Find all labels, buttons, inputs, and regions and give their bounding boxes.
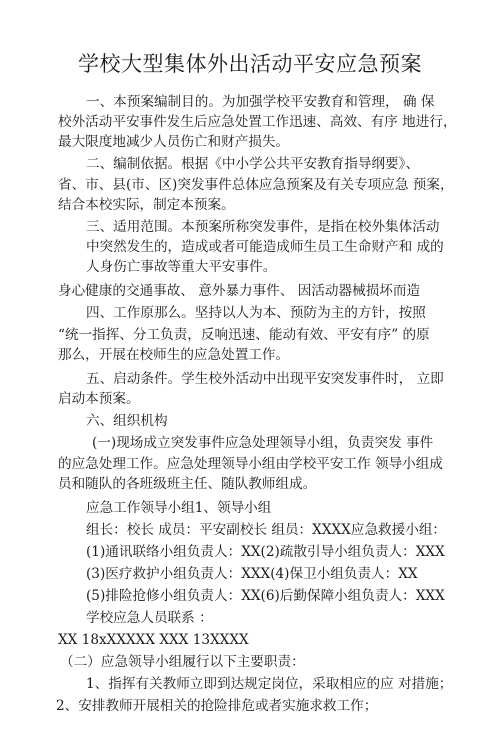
paragraph-line: 学校应急人员联系 ： [86,610,213,626]
paragraph-line: 一、本预案编制目的。为加强学校平安教育和管理， 确 保 [86,94,435,110]
paragraph-line: 二、编制依据。根据《中小学公共平安教育指导纲要》、 [86,156,420,172]
paragraph-line: (1)通讯联络小组负责人：XX(2)疏散引导小组负责人：XXX [86,544,445,560]
paragraph-line: 人身伤亡事故等重大平安事件。 [86,259,277,275]
paragraph-line: 中突然发生的，造成或者可能造成师生员工生命财产和 成的 [86,239,444,255]
paragraph-line: 那么，开展在校师生的应急处置工作。 [58,347,290,363]
paragraph-line: 结合本校实际，制定本预案。 [58,197,235,213]
paragraph-line: (3)医疗救护小组负责人：XXX(4)保卫小组负责人：XX [86,566,418,582]
paragraph-line: (5)排险抢修小组负责人：XX(6)后勤保障小组负责人：XXX [86,588,445,604]
section-heading: （二）应急领导小组履行以下主要职责： [60,654,305,670]
paragraph-line: XX 18xXXXXX XXX 13XXXX [58,632,249,648]
document-title: 学校大型集体外出活动平安应急预案 [78,52,422,76]
paragraph-line: 身心健康的交通事故、 意外暴力事件、 因活动器械损坏而造 [58,283,421,299]
paragraph-line: “统一指挥、分工负责，反响迅速、能动有效、平安有序” 的原 [58,327,430,343]
section-heading: 六、组织机构 [86,413,168,429]
paragraph-line: 启动本预案。 [58,391,140,407]
paragraph-line: 2、安排教师开展相关的抢险排危或者实施求救工作； [56,698,378,714]
paragraph-line: 四、工作原那么。坚持以人为本、预防为主的方针，按照 [86,305,426,321]
paragraph-line: 校外活动平安事件发生后应急处置工作迅速、高效、有序 地进行， [58,114,457,130]
paragraph-line: 省、市、县(市、区)突发事件总体应急预案及有关专项应急 预案， [58,177,454,193]
paragraph-line: 1、指挥有关教师立即到达规定岗位，采取相应的应 对措施； [86,676,453,692]
paragraph-line: 最大限度地减少人员伤亡和财产损失。 [58,134,290,150]
paragraph-line: 三、适用范围。本预案所称突发事件，是指在校外集体活动 [86,219,440,235]
paragraph-line: 五、启动条件。学生校外活动中出现平安突发事件时， 立即 [86,371,444,387]
paragraph-line: (一)现场成立突发事件应急处理领导小组，负责突发 事件 [92,435,434,451]
paragraph-line: 组长：校长 成员：平安副校长 组员：XXXX应急救援小组： [86,522,447,538]
paragraph-line: 员和随队的各班级班主任、随队教师组成。 [58,476,317,492]
paragraph-line: 的应急处理工作。应急处理领导小组由学校平安工作 领导小组成 [58,456,443,472]
paragraph-line: 应急工作领导小组1、领导小组 [86,500,272,516]
